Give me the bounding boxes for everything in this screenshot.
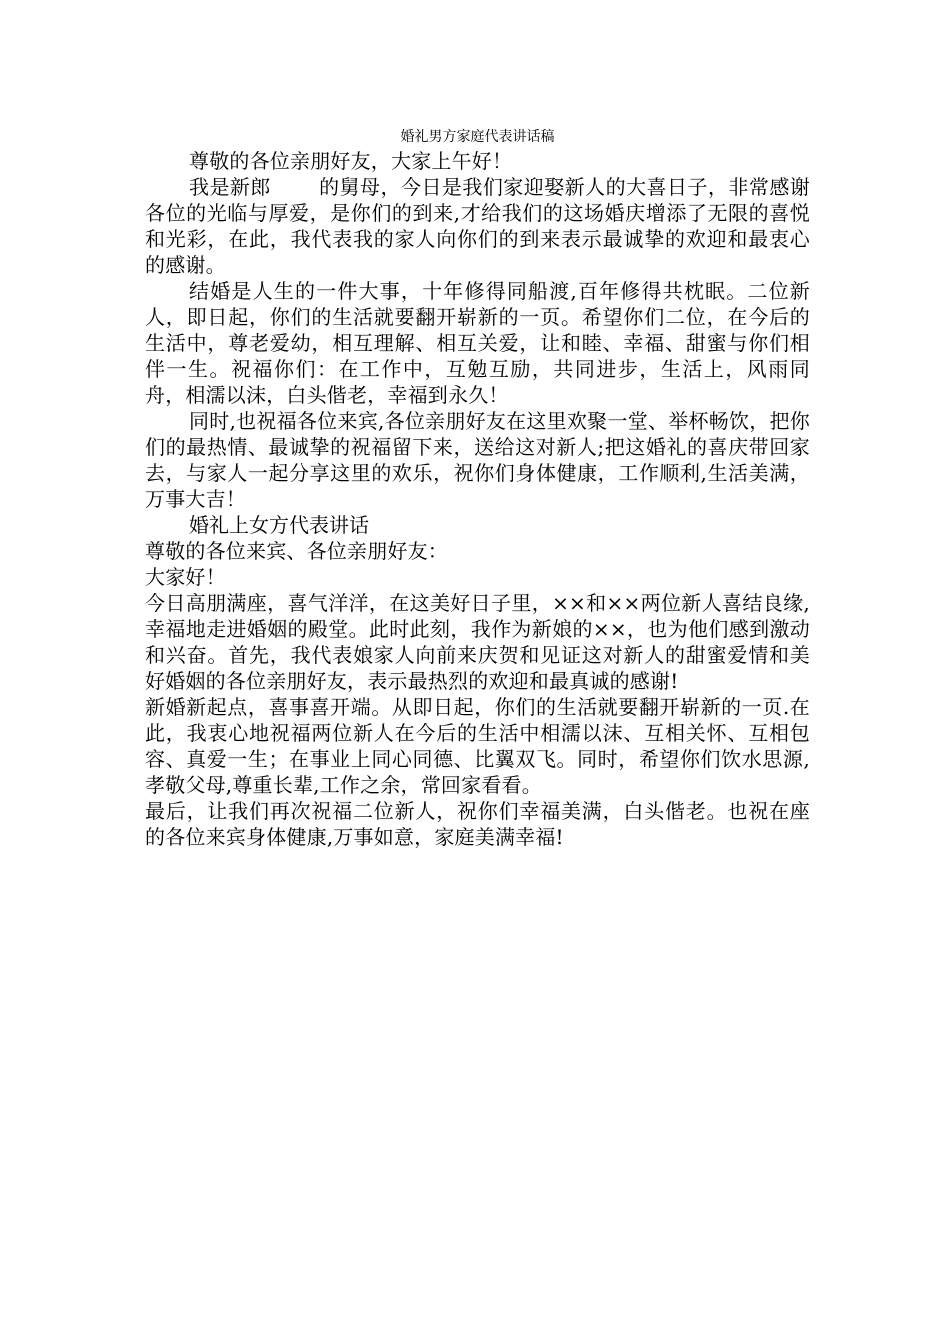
speech1-paragraph-2: 结婚是人生的一件大事，十年修得同船渡,百年修得共枕眠。二位新人，即日起，你们的生活就要翻开崭新的一页。希望你们二位，在今后的生活中，尊老爱幼，相互理解、相互关爱，让和睦、幸福、甜蜜与你们相伴一生。祝福你们：在工作中，互勉互励，共同进步，生活上，风雨同舟，相濡以沫，白头偕老，幸福到永久！	[145, 279, 810, 407]
document-title: 婚礼男方家庭代表讲话稿	[400, 129, 555, 145]
speech2-paragraph-1: 今日高朋满座，喜气洋洋，在这美好日子里，××和××两位新人喜结良缘,幸福地走进婚姻的殿堂。此时此刻，我作为新娘的××，也为他们感到激动和兴奋。首先，我代表娘家人向前来庆贺和见证这对新人的甜蜜爱情和美好婚姻的各位亲朋好友，表示最热烈的欢迎和最真诚的感谢!	[145, 591, 810, 693]
speech2-salutation: 尊敬的各位来宾、各位亲朋好友：	[145, 539, 448, 563]
speech1-greeting: 尊敬的各位亲朋好友，大家上午好！	[189, 149, 513, 173]
speech2-paragraph-3: 最后，让我们再次祝福二位新人，祝你们幸福美满，白头偕老。也祝在座的各位来宾身体健康,万事如意，家庭美满幸福!	[145, 799, 810, 849]
speech1-paragraph-1	[145, 174, 810, 278]
speech2-greeting: 大家好！	[145, 565, 226, 589]
document-body	[145, 126, 810, 850]
speech1-paragraph-1-rest: 的舅母，今日是我们家迎娶新人的大喜日子，非常感谢各位的光临与厚爱，是你们的到来,才给我们的这场婚庆增添了无限的喜悦和光彩，在此，我代表我的家人向你们的到来表示最诚挚的欢迎和最衷心的感谢。	[145, 175, 810, 277]
speech1-paragraph-1-start: 我是新郎	[189, 175, 271, 199]
speech1-paragraph-3: 同时,也祝福各位来宾,各位亲朋好友在这里欢聚一堂、举杯畅饮，把你们的最热情、最诚挚的祝福留下来，送给这对新人;把这婚礼的喜庆带回家去，与家人一起分享这里的欢乐，祝你们身体健康，工作顺利,生活美满，万事大吉！	[145, 409, 810, 511]
speech2-paragraph-2: 新婚新起点，喜事喜开端。从即日起，你们的生活就要翻开崭新的一页.在此，我衷心地祝福两位新人在今后的生活中相濡以沫、互相关怀、互相包容、真爱一生；在事业上同心同德、比翼双飞。同时，希望你们饮水思源,孝敬父母,尊重长辈,工作之余，常回家看看。	[145, 695, 810, 797]
speech2-title: 婚礼上女方代表讲话	[189, 513, 369, 537]
